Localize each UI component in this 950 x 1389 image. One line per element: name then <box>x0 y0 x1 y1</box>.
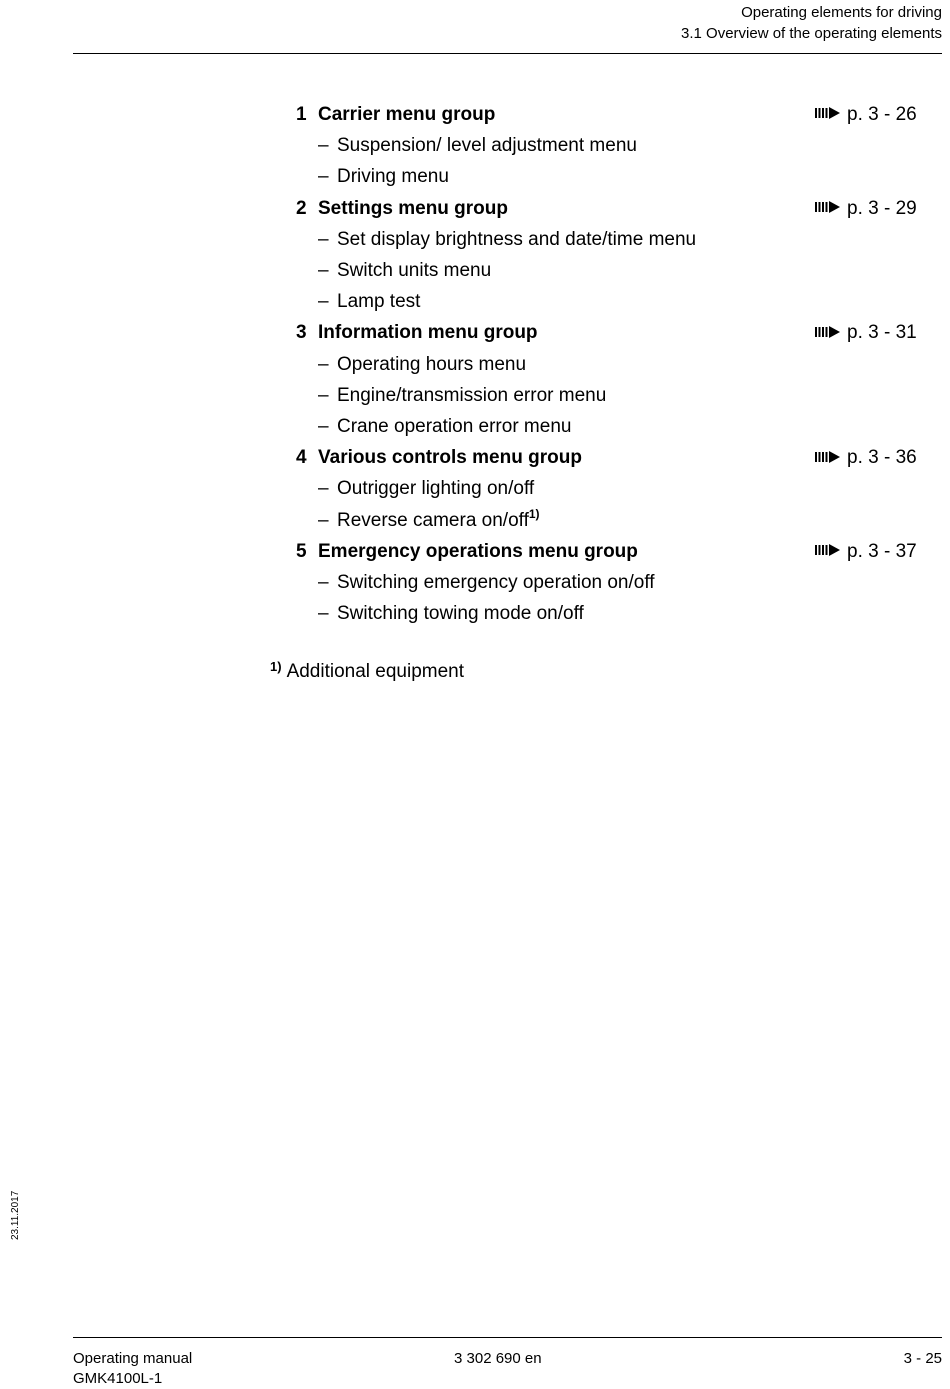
submenu-label: Switch units menu <box>337 260 492 281</box>
header-divider <box>73 53 942 54</box>
submenu-item <box>0 411 950 442</box>
section-title: 3.1 Overview of the operating elements <box>681 25 942 42</box>
footnote-mark: 1) <box>270 659 282 674</box>
group-number: 3 <box>296 322 307 344</box>
submenu-text <box>337 130 637 161</box>
submenu-label: Suspension/ level adjustment menu <box>337 135 637 157</box>
submenu-label: Switching emergency operation on/off <box>337 572 655 593</box>
page-number: 3 - 25 <box>903 1350 942 1367</box>
menu-group-row <box>0 99 950 130</box>
submenu-item <box>0 505 950 536</box>
bullet-dash: – <box>318 478 329 500</box>
bullet-dash: – <box>318 228 329 250</box>
page-reference-text: p. 3 - 31 <box>847 322 917 344</box>
page-reference[interactable] <box>815 193 917 224</box>
footer-left <box>73 1349 192 1389</box>
submenu-item <box>0 473 950 504</box>
arrow-right-icon <box>815 318 841 349</box>
submenu-label: Switching towing mode on/off <box>337 603 584 625</box>
submenu-label: Crane operation error menu <box>337 416 572 437</box>
page-reference[interactable] <box>815 536 917 567</box>
arrow-right-icon <box>815 443 841 474</box>
submenu-text <box>337 473 534 504</box>
submenu-item <box>0 598 950 629</box>
page-reference[interactable] <box>815 442 917 473</box>
submenu-text <box>337 598 584 629</box>
page-reference-text: p. 3 - 36 <box>847 447 917 469</box>
bullet-dash: – <box>318 166 329 188</box>
submenu-item <box>0 567 950 598</box>
page-reference-text: p. 3 - 26 <box>847 104 917 125</box>
group-title: Emergency operations menu group <box>318 540 638 562</box>
submenu-label: Reverse camera on/off <box>337 509 529 531</box>
arrow-right-icon <box>815 99 841 130</box>
submenu-text <box>337 161 449 192</box>
group-title: Various controls menu group <box>318 447 582 469</box>
bullet-dash: – <box>318 353 329 375</box>
arrow-right-icon <box>815 536 841 567</box>
submenu-text <box>337 286 420 317</box>
side-date: 23.11.2017 <box>10 1190 21 1240</box>
footnote <box>270 652 464 687</box>
submenu-item <box>0 130 950 161</box>
group-title: Carrier menu group <box>318 104 496 125</box>
submenu-label: Lamp test <box>337 291 421 313</box>
menu-group-row <box>0 442 950 473</box>
bullet-dash: – <box>318 384 329 406</box>
submenu-text <box>337 255 491 286</box>
submenu-text <box>337 411 571 442</box>
doc-type: Operating manual <box>73 1350 193 1367</box>
submenu-label: Set display brightness and date/time menu <box>337 228 697 250</box>
submenu-item <box>0 224 950 255</box>
group-title: Information menu group <box>318 322 538 344</box>
submenu-item <box>0 349 950 380</box>
bullet-dash: – <box>318 509 329 531</box>
group-number: 2 <box>296 197 307 219</box>
submenu-label: Operating hours menu <box>337 353 527 375</box>
group-number: 5 <box>296 540 307 562</box>
footnote-reference: 1) <box>528 506 540 521</box>
footnote-text: Additional equipment <box>286 661 465 682</box>
arrow-right-icon <box>815 193 841 224</box>
page-reference-text: p. 3 - 37 <box>847 540 917 562</box>
submenu-item <box>0 380 950 411</box>
menu-group-row <box>0 317 950 348</box>
group-title: Settings menu group <box>318 197 508 219</box>
page-header <box>681 2 942 44</box>
submenu-text <box>337 224 696 255</box>
group-number: 1 <box>296 104 307 125</box>
menu-group-row <box>0 193 950 224</box>
bullet-dash: – <box>318 416 329 437</box>
submenu-label: Outrigger lighting on/off <box>337 478 535 500</box>
submenu-item <box>0 255 950 286</box>
bullet-dash: – <box>318 135 329 157</box>
bullet-dash: – <box>318 603 329 625</box>
menu-group-row <box>0 536 950 567</box>
submenu-label: Engine/transmission error menu <box>337 384 607 406</box>
submenu-text <box>337 567 655 598</box>
footer-divider <box>73 1337 942 1338</box>
submenu-item <box>0 161 950 192</box>
chapter-title: Operating elements for driving <box>741 4 942 21</box>
submenu-text <box>337 380 606 411</box>
doc-number: 3 302 690 en <box>454 1350 542 1367</box>
submenu-text <box>337 349 526 380</box>
submenu-item <box>0 286 950 317</box>
page-reference[interactable] <box>815 99 917 130</box>
bullet-dash: – <box>318 260 329 281</box>
page-reference-text: p. 3 - 29 <box>847 197 917 219</box>
page-reference[interactable] <box>815 317 917 348</box>
bullet-dash: – <box>318 291 329 313</box>
bullet-dash: – <box>318 572 329 593</box>
submenu-text <box>337 505 540 536</box>
model-name: GMK4100L-1 <box>73 1370 163 1387</box>
group-number: 4 <box>296 447 307 469</box>
submenu-label: Driving menu <box>337 166 449 188</box>
